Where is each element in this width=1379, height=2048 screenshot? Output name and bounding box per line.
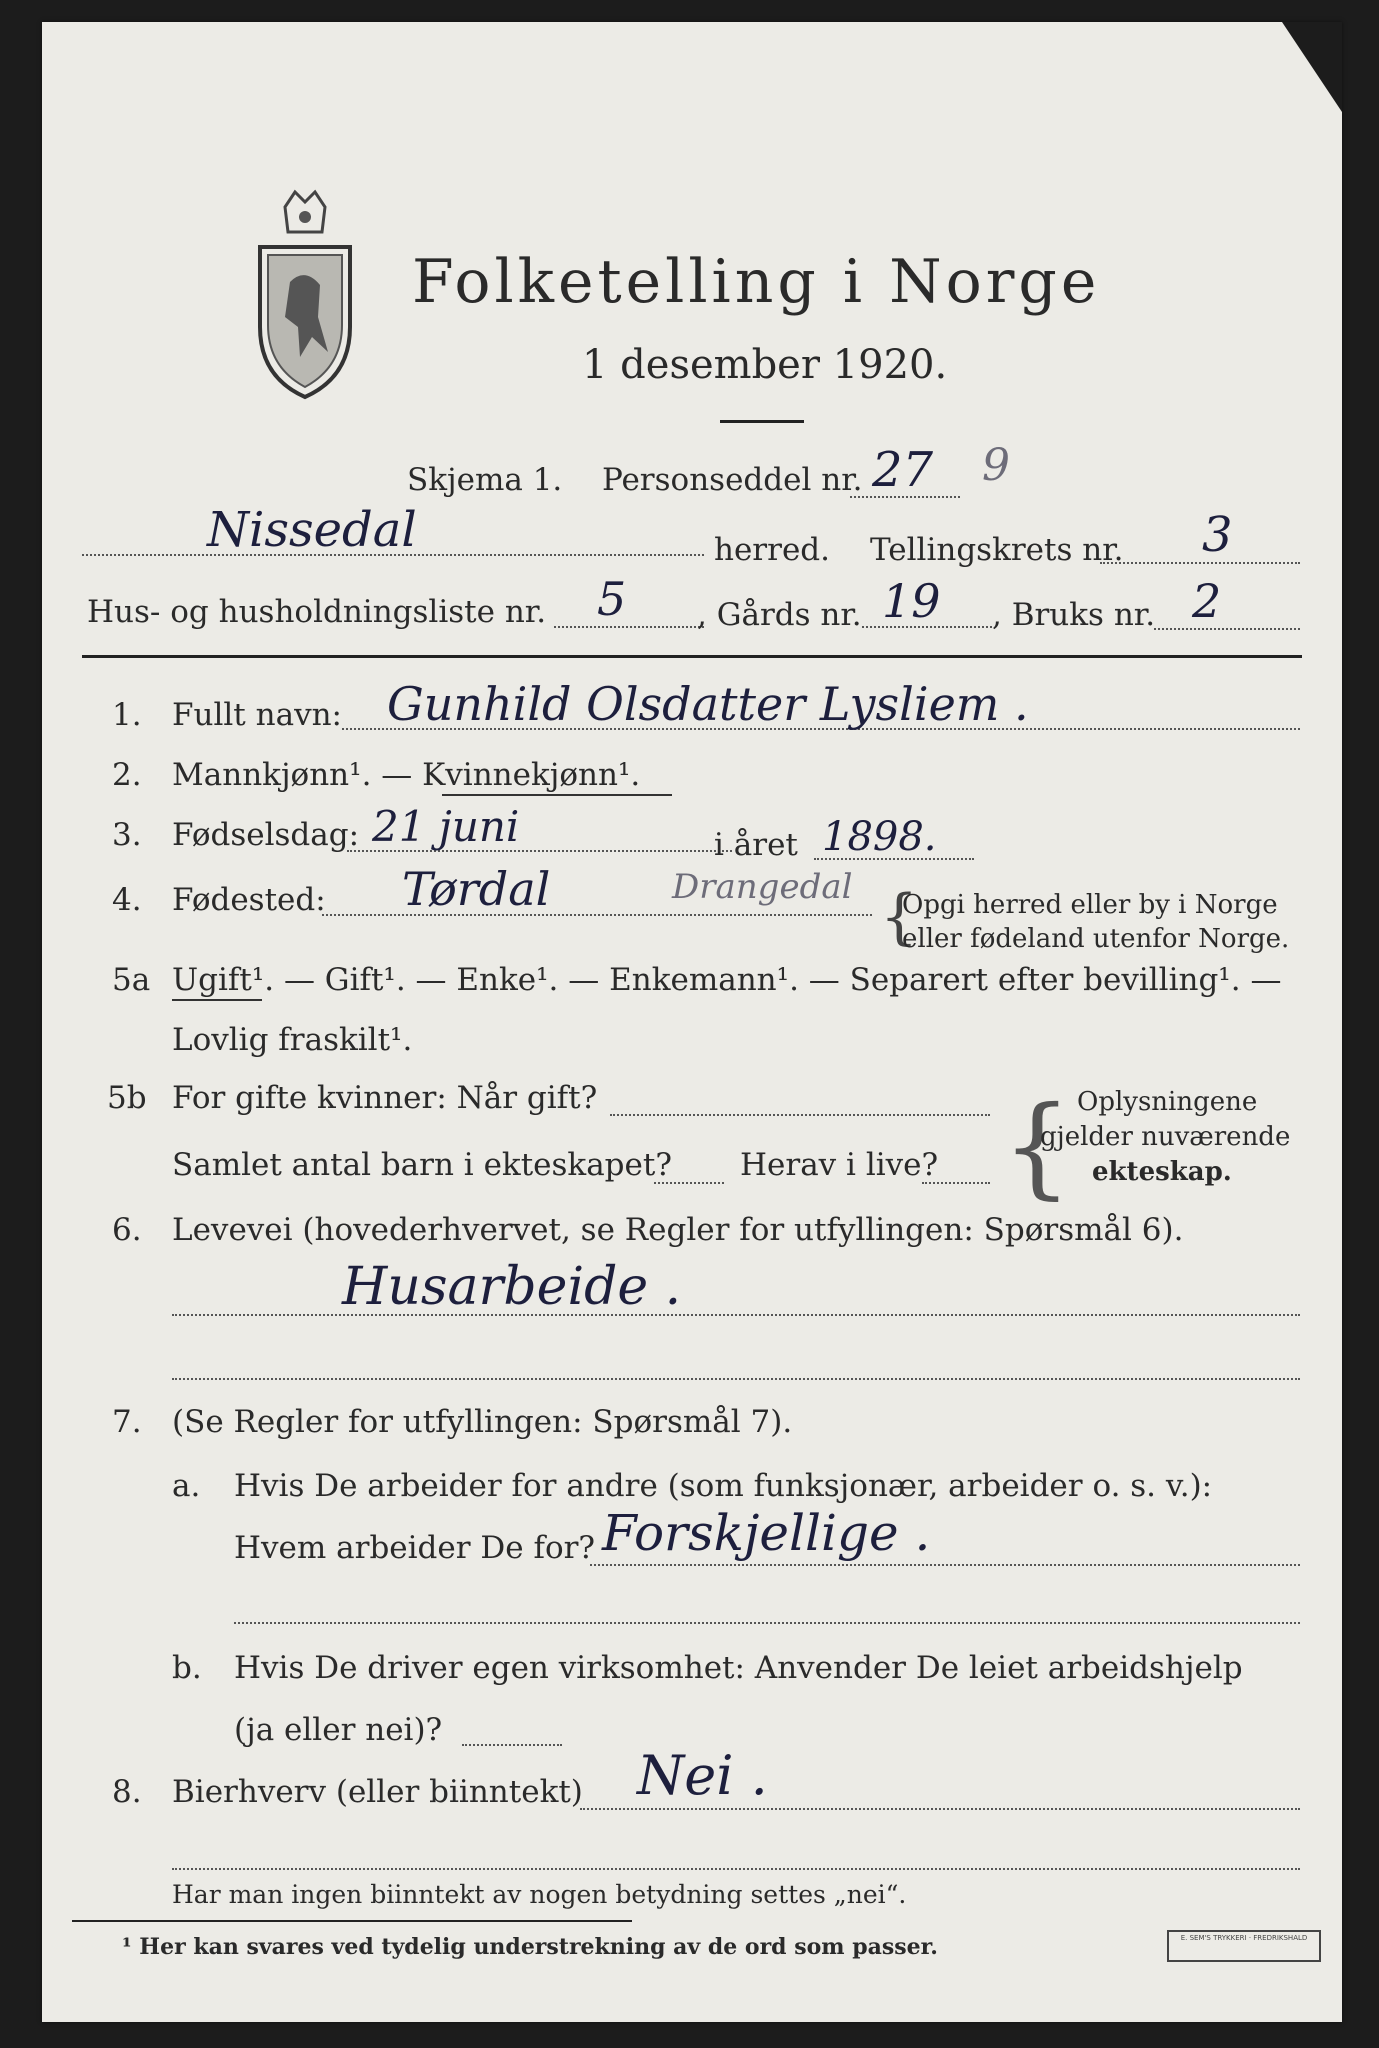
q5b-line2a: Samlet antal barn i ekteskapet? [172, 1147, 672, 1183]
q7-label: (Se Regler for utfyllingen: Spørsmål 7). [172, 1404, 793, 1440]
q3-year-label: i året [714, 827, 798, 863]
q6-line2 [172, 1378, 1300, 1380]
gards-value: 19 [882, 574, 941, 628]
census-form [42, 22, 1342, 2022]
q2-label: Mannkjønn¹. — Kvinnekjønn¹. [172, 757, 641, 793]
q5a-line1: Ugift¹. — Gift¹. — Enke¹. — Enkemann¹. — Separert efter bevilling¹. — [172, 962, 1282, 998]
bruks-line [1154, 628, 1300, 630]
personseddel-extra: 9 [982, 440, 1010, 491]
q7b-line2: (ja eller nei)? [234, 1712, 443, 1748]
q4-note-brace: { [880, 882, 919, 952]
footnote-divider [72, 1920, 632, 1922]
census-date: 1 desember 1920. [582, 342, 948, 388]
q7b-line [462, 1744, 562, 1746]
personseddel-label: Personseddel nr. [602, 462, 863, 498]
skjema-label: Skjema 1. [407, 462, 563, 498]
q5b-note2: gjelder nuværende [1040, 1122, 1291, 1152]
q5b-note1: Oplysningene [1077, 1087, 1258, 1117]
q8-label: Bierhverv (eller biinntekt) [172, 1774, 583, 1810]
husliste-line [554, 626, 704, 628]
q5a-underline [172, 999, 262, 1001]
q7b-number: b. [172, 1650, 202, 1686]
q4-label: Fødested: [172, 882, 326, 918]
q7a-line [590, 1564, 1300, 1566]
q3-year-value: 1898. [822, 814, 937, 860]
herred-label: herred. [714, 532, 830, 568]
header-divider [82, 655, 1302, 658]
printer-stamp [1167, 1930, 1321, 1962]
q5a-number: 5a [112, 962, 151, 998]
q5b-gift-line [610, 1114, 990, 1116]
q5b-live-line [922, 1182, 990, 1184]
footnote: ¹ Her kan svares ved tydelig understrekning av de ord som passer. [122, 1934, 938, 1960]
page-title: Folketelling i Norge [412, 247, 1101, 317]
q6-number: 6. [112, 1212, 142, 1248]
husliste-value: 5 [597, 572, 627, 626]
tellingskrets-line [1100, 562, 1300, 564]
q3-number: 3. [112, 817, 142, 853]
title-divider [720, 420, 804, 423]
q7a-line1: Hvis De arbeider for andre (som funksjonær, arbeider o. s. v.): [234, 1468, 1213, 1504]
q5b-barn-line [654, 1182, 724, 1184]
folded-corner [1282, 22, 1342, 112]
q4-value: Tørdal [402, 862, 551, 916]
q6-label: Levevei (hovederhvervet, se Regler for utfyllingen: Spørsmål 6). [172, 1212, 1184, 1248]
q5b-line1: For gifte kvinner: Når gift? [172, 1080, 598, 1116]
printer-text: E. SEM'S TRYKKERI · FREDRIKSHALD [1180, 1934, 1308, 1942]
personseddel-value: 27 [872, 442, 934, 498]
q4-note1: Opgi herred eller by i Norge [902, 890, 1278, 920]
q1-label: Fullt navn: [172, 697, 342, 733]
gards-label: , Gårds nr. [697, 597, 862, 633]
q7a-line2-rule [234, 1622, 1300, 1624]
q7a-number: a. [172, 1468, 201, 1504]
q2-number: 2. [112, 757, 142, 793]
herred-value: Nissedal [207, 502, 417, 558]
q5b-number: 5b [107, 1080, 147, 1116]
q5b-note3: ekteskap. [1092, 1157, 1232, 1187]
q4-value2: Drangedal [672, 867, 853, 907]
q7b-line1: Hvis De driver egen virksomhet: Anvender De leiet arbeidshjelp [234, 1650, 1243, 1686]
husliste-label: Hus- og husholdningsliste nr. [87, 594, 547, 630]
tellingskrets-value: 3 [1202, 507, 1233, 563]
q3-value: 21 juni [372, 802, 520, 851]
q7a-line2: Hvem arbeider De for? [234, 1530, 596, 1566]
q8-line [580, 1808, 1300, 1810]
q5b-note-brace: { [1002, 1082, 1072, 1210]
q3-label: Fødselsdag: [172, 817, 360, 853]
q5b-line2b: Herav i live? [740, 1147, 939, 1183]
q1-value: Gunhild Olsdatter Lysliem . [387, 677, 1029, 731]
footer-note: Har man ingen biinntekt av nogen betydning settes „nei“. [172, 1880, 907, 1909]
q4-number: 4. [112, 882, 142, 918]
tellingskrets-label: Tellingskrets nr. [870, 532, 1124, 568]
q2-underline [442, 794, 672, 796]
q6-value: Husarbeide . [342, 1257, 682, 1317]
q4-note2: eller fødeland utenfor Norge. [902, 924, 1290, 954]
q8-value: Nei . [637, 1744, 768, 1807]
q8-number: 8. [112, 1774, 142, 1810]
q5a-line2: Lovlig fraskilt¹. [172, 1022, 413, 1058]
bruks-value: 2 [1192, 574, 1222, 628]
q1-number: 1. [112, 697, 142, 733]
bruks-label: , Bruks nr. [992, 597, 1156, 633]
q7-number: 7. [112, 1404, 142, 1440]
q7a-value: Forskjellige . [602, 1504, 931, 1562]
q8-line2 [172, 1868, 1300, 1870]
norway-coat-of-arms-icon [250, 187, 360, 402]
